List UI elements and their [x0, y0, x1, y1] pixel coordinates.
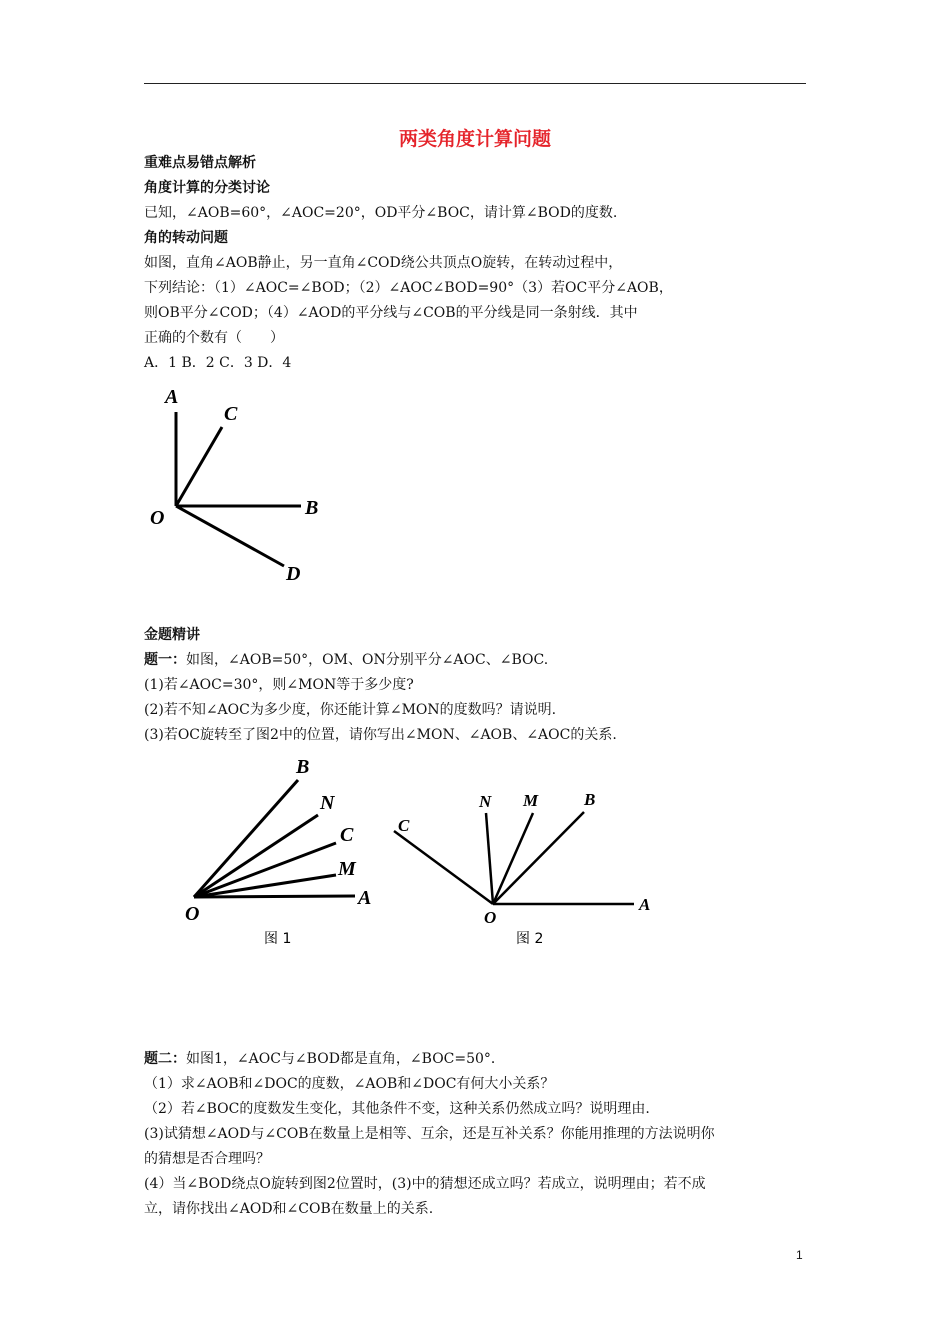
- fig2-label-a: A: [639, 895, 651, 914]
- fig2-label-b: B: [584, 790, 596, 809]
- fig2-label-o: O: [484, 908, 497, 927]
- ray-od: [176, 506, 284, 566]
- fig2-ray-on: [486, 813, 493, 904]
- fig2-ray-om: [493, 813, 533, 904]
- question-2-text: 如图1，∠AOC与∠BOD都是直角，∠BOC=50°．: [186, 1051, 505, 1067]
- problem-text-3: 下列结论：（1）∠AOC=∠BOD；（2）∠AOC∠BOD=90°（3）若OC平分∠AOB，: [144, 280, 673, 296]
- fig2-label-n: N: [479, 792, 492, 811]
- problem-text-1: 已知，∠AOB=60°，∠AOC=20°，OD平分∠BOC，请计算∠BOD的度数.: [144, 205, 618, 221]
- label-a: A: [165, 386, 179, 408]
- subheading-rotation: 角的转动问题: [144, 230, 228, 246]
- problem-text-4: 则OB平分∠COD；（4）∠AOD的平分线与∠COB的平分线是同一条射线．其中: [144, 305, 638, 321]
- fig2-label-m: M: [523, 791, 539, 810]
- fig1-label-m: M: [338, 858, 356, 880]
- problem-text-5: 正确的个数有（ ）: [144, 330, 284, 346]
- question-2-label: 题二：: [144, 1051, 186, 1067]
- fig1-caption: 图 1: [264, 931, 292, 947]
- fig2-ray-ob: [493, 812, 584, 904]
- question-2: [144, 1050, 505, 1068]
- label-o: O: [150, 507, 165, 529]
- problem-text-2: 如图，直角∠AOB静止，另一直角∠COD绕公共顶点O旋转，在转动过程中，: [144, 255, 623, 271]
- question-1-part-3: (3)若OC旋转至了图2中的位置，请你写出∠MON、∠AOB、∠AOC的关系.: [144, 727, 617, 743]
- question-1-label: 题一：: [144, 652, 186, 668]
- figure-rotating-angles: [176, 412, 301, 566]
- fig1-label-a: A: [358, 887, 372, 909]
- section-heading-difficulties: 重难点易错点解析: [144, 155, 256, 171]
- question-2-part-3a: (3)试猜想∠AOD与∠COB在数量上是相等、互余，还是互补关系？你能用推理的方法说明你: [144, 1126, 715, 1142]
- question-2-part-4a: (4）当∠BOD绕点O旋转到图2位置时，(3)中的猜想还成立吗？若成立，说明理由；若不成: [144, 1176, 706, 1192]
- question-2-part-3b: 的猜想是否合理吗？: [144, 1151, 270, 1167]
- label-c: C: [224, 403, 238, 425]
- fig1-ray-om: [194, 875, 336, 897]
- question-1-part-1: (1)若∠AOC=30°，则∠MON等于多少度?: [144, 677, 414, 693]
- fig2-ray-oc: [394, 831, 493, 904]
- fig1-label-b: B: [296, 756, 310, 778]
- page-title: 两类角度计算问题: [398, 128, 551, 150]
- question-1: [144, 651, 548, 669]
- question-2-part-4b: 立，请你找出∠AOD和∠COB在数量上的关系.: [144, 1201, 434, 1217]
- fig1-label-n: N: [320, 792, 335, 814]
- fig1-label-c: C: [340, 824, 354, 846]
- section-heading-lecture: 金题精讲: [144, 627, 200, 643]
- ray-oc: [176, 427, 222, 506]
- question-1-part-2: (2)若不知∠AOC为多少度，你还能计算∠MON的度数吗？请说明.: [144, 702, 557, 718]
- label-d: D: [286, 563, 301, 585]
- answer-options: A．1 B．2 C．3 D．4: [144, 355, 292, 371]
- fig2-label-c: C: [398, 816, 410, 835]
- question-2-part-2: （2）若∠BOC的度数发生变化，其他条件不变，这种关系仍然成立吗？说明理由.: [144, 1101, 650, 1117]
- fig1-ray-oa: [194, 896, 355, 897]
- question-1-text: 如图，∠AOB=50°，OM、ON分别平分∠AOC、∠BOC.: [186, 652, 549, 668]
- fig1-label-o: O: [185, 903, 200, 925]
- label-b: B: [305, 497, 319, 519]
- page-number: 1: [796, 1248, 803, 1262]
- fig2-caption: 图 2: [516, 931, 544, 947]
- subheading-classification: 角度计算的分类讨论: [144, 180, 270, 196]
- question-2-part-1: （1）求∠AOB和∠DOC的度数，∠AOB和∠DOC有何大小关系？: [144, 1076, 555, 1092]
- figure-2: [394, 812, 634, 904]
